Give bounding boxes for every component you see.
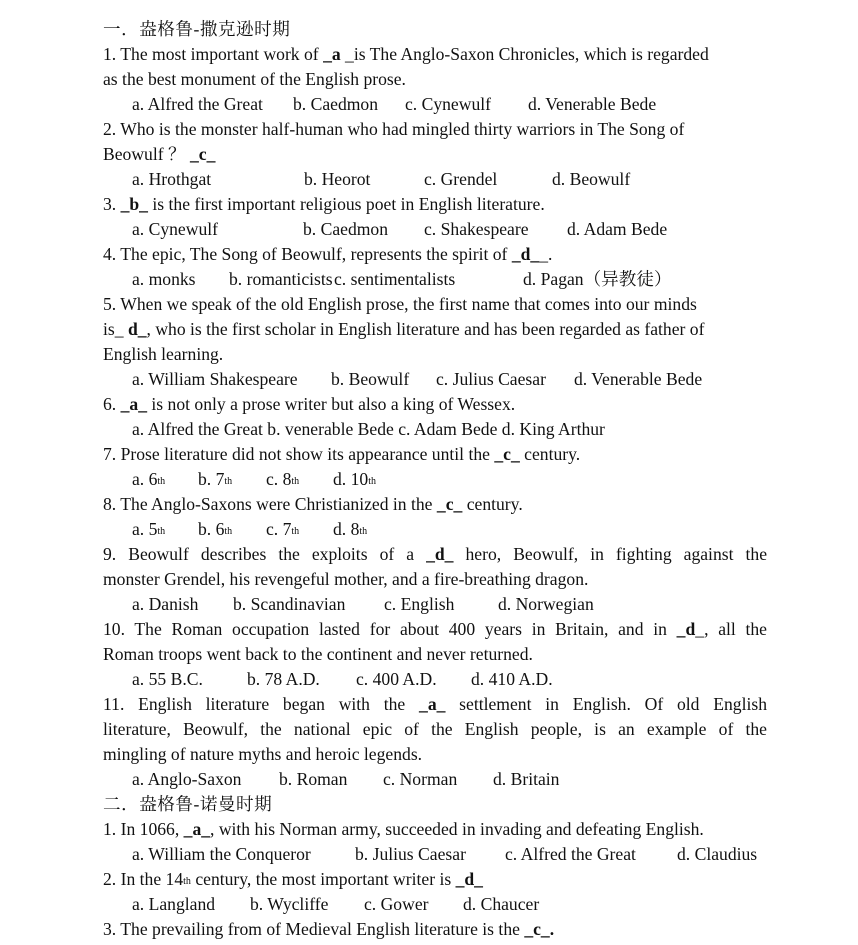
answer-blank: _a_ <box>419 694 446 714</box>
answer-blank: _d_ <box>426 544 454 564</box>
option-c[interactable] <box>424 167 497 192</box>
text-run: English learning. <box>103 344 224 364</box>
text-run: b. Roman <box>279 769 348 789</box>
option-c[interactable] <box>364 892 428 917</box>
text-run: 7. Prose literature did not show its appearance until the <box>103 444 495 464</box>
text-run: a. 6 <box>132 469 158 489</box>
question-stem-line <box>103 742 767 767</box>
text-run: b. Heorot <box>304 169 371 189</box>
option-a[interactable] <box>132 592 198 617</box>
option-a[interactable] <box>132 467 165 495</box>
option-a[interactable] <box>132 217 218 242</box>
question-stem-line <box>103 617 767 642</box>
document-page <box>103 17 767 942</box>
question-stem-line <box>103 717 767 742</box>
text-run: is the first important religious poet in English literature. <box>147 194 545 214</box>
question-stem-line <box>103 542 767 567</box>
question-stem-line <box>103 142 767 167</box>
options-row <box>103 592 767 617</box>
text-run: d. 8 <box>333 519 360 539</box>
text-run: d. 410 A.D. <box>471 669 553 689</box>
answer-blank: d_ <box>127 319 147 339</box>
ordinal-suffix: th <box>359 526 368 537</box>
text-run: a. Hrothgat <box>132 169 212 189</box>
text-run: c. Norman <box>383 769 458 789</box>
options-row <box>103 892 767 917</box>
text-run: c. 400 A.D. <box>356 669 437 689</box>
option-c[interactable] <box>266 467 299 495</box>
text-run: a. Langland <box>132 894 216 914</box>
text-run: Roman troops went back to the continent and never returned. <box>103 644 533 664</box>
text-run: , who is the first scholar in English literature and has been regarded as father of <box>146 319 705 339</box>
text-run: literature, Beowulf, the national epic of the English people, is an example of the <box>103 719 767 739</box>
question-stem-line <box>103 917 767 942</box>
answer-blank: _a_ <box>120 394 147 414</box>
text-run: as the best monument of the English prose. <box>103 69 406 89</box>
answer-blank: _d_ <box>455 869 483 889</box>
text-run: century, the most important writer is <box>190 869 456 889</box>
text-run: d. Adam Bede <box>567 219 668 239</box>
text-run: 10. The Roman occupation lasted for about 400 years in Britain, and in <box>103 619 677 639</box>
answer-blank: _d <box>676 619 696 639</box>
option-b[interactable] <box>331 367 409 392</box>
text-run: a. Alfred the Great b. venerable Bede c. Adam Bede d. King Arthur <box>132 419 605 439</box>
text-run: b. Beowulf <box>331 369 410 389</box>
question-stem-line <box>103 42 767 67</box>
text-run: c. 7 <box>266 519 292 539</box>
option-d[interactable] <box>333 467 376 495</box>
option-b[interactable] <box>250 892 328 917</box>
option-c[interactable] <box>424 217 529 242</box>
answer-blank: _a_ <box>183 819 211 839</box>
option-d[interactable] <box>574 367 702 392</box>
options-row <box>103 467 767 492</box>
text-run: d. Pagan（异教徒） <box>523 269 672 289</box>
text-run: b. romanticists <box>229 269 333 289</box>
text-run: 1. In 1066, <box>103 819 184 839</box>
option-a[interactable] <box>132 167 211 192</box>
option-b[interactable] <box>304 167 370 192</box>
text-run: d. Venerable Bede <box>528 94 657 114</box>
text-run: b. Wycliffe <box>250 894 329 914</box>
text-run: a. 5 <box>132 519 158 539</box>
text-run: d. Norwegian <box>498 594 594 614</box>
option-d[interactable] <box>567 217 667 242</box>
answer-blank: _b_ <box>120 194 148 214</box>
question-stem-line <box>103 567 767 592</box>
text-run: a. William Shakespeare <box>132 369 298 389</box>
answer-blank: _c_ <box>494 444 520 464</box>
question-stem-line <box>103 317 767 342</box>
option-c[interactable] <box>384 592 454 617</box>
text-run: is_ <box>103 319 128 339</box>
text-run: c. Gower <box>364 894 429 914</box>
option-d[interactable] <box>528 92 656 117</box>
options-row <box>103 667 767 692</box>
text-run: a. Anglo-Saxon <box>132 769 242 789</box>
option-b[interactable] <box>303 217 388 242</box>
option-b[interactable] <box>198 467 232 495</box>
text-run: c. Julius Caesar <box>436 369 546 389</box>
ordinal-suffix: th <box>368 476 376 487</box>
option-b[interactable] <box>233 592 345 617</box>
option-a[interactable] <box>132 767 241 792</box>
text-run: d. Claudius <box>677 844 758 864</box>
text-run: 9. Beowulf describes the exploits of a <box>103 544 427 564</box>
question-stem-line <box>103 242 767 267</box>
options-row <box>103 517 767 542</box>
ordinal-suffix: th <box>291 476 300 487</box>
ordinal-suffix: th <box>157 476 166 487</box>
text-run: c. Cynewulf <box>405 94 491 114</box>
options-row <box>103 217 767 242</box>
ordinal-suffix: th <box>291 526 300 537</box>
text-run: a. Cynewulf <box>132 219 218 239</box>
option-d[interactable] <box>463 892 539 917</box>
question-stem-line <box>103 442 767 467</box>
option-d[interactable] <box>493 767 559 792</box>
text-run: c. Grendel <box>424 169 498 189</box>
text-run: a. Danish <box>132 594 199 614</box>
text-run: 11. English literature began with the <box>103 694 420 714</box>
option-c[interactable] <box>405 92 491 117</box>
text-run: century. <box>462 494 523 514</box>
option-a[interactable] <box>132 667 203 692</box>
text-run: a. Alfred the Great <box>132 94 263 114</box>
answer-blank: _c_ <box>436 494 463 514</box>
text-run: century. <box>519 444 581 464</box>
option-d[interactable] <box>333 517 367 545</box>
question-stem-line <box>103 692 767 717</box>
question-stem-line <box>103 342 767 367</box>
options-row <box>103 92 767 117</box>
text-run: c. Alfred the Great <box>505 844 636 864</box>
text-run: 4. The epic, The Song of Beowulf, represents the spirit of <box>103 244 512 264</box>
text-run: , with his Norman army, succeeded in invading and defeating English. <box>210 819 704 839</box>
question-stem-line <box>103 392 767 417</box>
text-run: _is The Anglo-Saxon Chronicles, which is regarded <box>340 44 709 64</box>
option-d[interactable] <box>523 267 672 292</box>
text-run: d. Beowulf <box>552 169 631 189</box>
answer-blank: _c_ <box>189 144 216 164</box>
text-run: c. English <box>384 594 455 614</box>
text-run: monster Grendel, his revengeful mother, and a fire-breathing dragon. <box>103 569 589 589</box>
option-d[interactable] <box>471 667 553 692</box>
text-run: b. Scandinavian <box>233 594 346 614</box>
option-a[interactable] <box>132 92 263 117</box>
option-a[interactable] <box>132 267 196 292</box>
option-d[interactable] <box>677 842 757 867</box>
option-a[interactable] <box>132 842 311 867</box>
question-stem-line <box>103 492 767 517</box>
text-run: b. 7 <box>198 469 225 489</box>
option-b[interactable] <box>355 842 466 867</box>
option-b[interactable] <box>279 767 347 792</box>
text-run: 2. Who is the monster half-human who had mingled thirty warriors in The Song of <box>103 119 685 139</box>
text-run: a. 55 B.C. <box>132 669 203 689</box>
text-run: c. Shakespeare <box>424 219 529 239</box>
text-run: b. Julius Caesar <box>355 844 466 864</box>
text-run: Beowulf ？ <box>103 144 190 164</box>
option-b[interactable] <box>247 667 320 692</box>
text-run: c. sentimentalists <box>334 269 456 289</box>
text-run: _. <box>539 244 553 264</box>
ordinal-suffix: th <box>157 526 166 537</box>
option-c[interactable] <box>383 767 457 792</box>
text-run: d. 10 <box>333 469 369 489</box>
text-run: b. 6 <box>198 519 225 539</box>
text-run: settlement in English. Of old English <box>445 694 767 714</box>
options-row <box>103 767 767 792</box>
option-a[interactable] <box>132 892 215 917</box>
option-b[interactable] <box>198 517 232 545</box>
text-run: d. Venerable Bede <box>574 369 703 389</box>
text-run: 3. The prevailing from of Medieval English literature is the <box>103 919 525 939</box>
text-run: mingling of nature myths and heroic legends. <box>103 744 423 764</box>
option-c[interactable] <box>334 267 455 292</box>
options-row <box>103 417 767 442</box>
options-row <box>103 842 767 867</box>
question-stem-line <box>103 117 767 142</box>
option-d[interactable] <box>552 167 630 192</box>
options-row <box>103 167 767 192</box>
text-run: 3. <box>103 194 121 214</box>
options-row <box>103 367 767 392</box>
text-run: d. Britain <box>493 769 560 789</box>
text-run: is not only a prose writer but also a king of Wessex. <box>146 394 516 414</box>
text-run: c. 8 <box>266 469 292 489</box>
text-run: a. William the Conqueror <box>132 844 311 864</box>
text-run: 2. In the 14 <box>103 869 184 889</box>
question-stem-line <box>103 817 767 842</box>
text-run: hero, Beowulf, in fighting against the <box>453 544 767 564</box>
text-run: 1. The most important work of <box>103 44 324 64</box>
options-row <box>103 267 767 292</box>
option-d[interactable] <box>498 592 594 617</box>
text-run: d. Chaucer <box>463 894 540 914</box>
option-b[interactable] <box>229 267 333 292</box>
ordinal-suffix: th <box>224 526 233 537</box>
answer-blank: _d_ <box>511 244 540 264</box>
answer-blank: _a <box>323 44 341 64</box>
option-b[interactable] <box>293 92 378 117</box>
question-stem-line <box>103 192 767 217</box>
option-c[interactable] <box>505 842 636 867</box>
text-run: _, all the <box>695 619 767 639</box>
text-run: 8. The Anglo-Saxons were Christianized in the <box>103 494 437 514</box>
option-c[interactable] <box>266 517 299 545</box>
question-stem-line <box>103 867 767 892</box>
text-run: a. monks <box>132 269 196 289</box>
text-run: b. Caedmon <box>293 94 379 114</box>
option-a[interactable] <box>132 367 298 392</box>
section-heading: 一．盎格鲁-撒克逊时期 <box>103 19 291 39</box>
text-run: b. Caedmon <box>303 219 389 239</box>
option-a[interactable] <box>132 517 165 545</box>
answer-blank: _c_. <box>524 919 555 939</box>
text-run: b. 78 A.D. <box>247 669 320 689</box>
question-stem-line <box>103 642 767 667</box>
option-a[interactable] <box>132 417 605 442</box>
option-c[interactable] <box>436 367 546 392</box>
option-c[interactable] <box>356 667 437 692</box>
question-stem-line <box>103 67 767 92</box>
text-run: 6. <box>103 394 121 414</box>
ordinal-suffix: th <box>183 876 191 887</box>
question-stem-line <box>103 292 767 317</box>
ordinal-suffix: th <box>224 476 233 487</box>
text-run: 5. When we speak of the old English prose, the first name that comes into our minds <box>103 294 697 314</box>
section-heading: 二．盎格鲁-诺曼时期 <box>103 794 273 814</box>
